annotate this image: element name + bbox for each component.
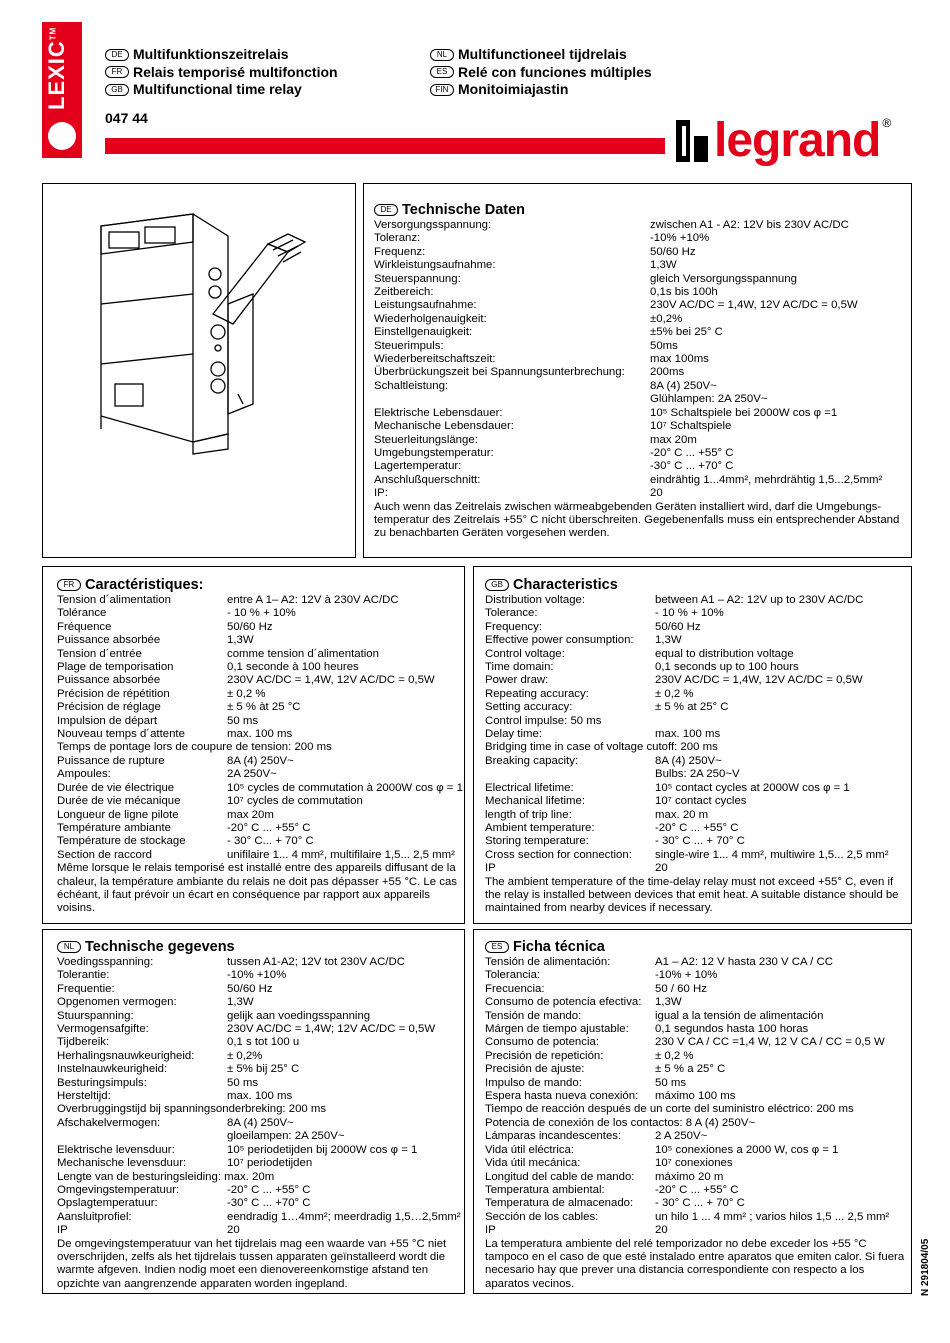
spec-label: Frequenz: (374, 245, 426, 258)
spec-label: Tolerance: (485, 607, 538, 620)
lexic-logo-dot (48, 122, 76, 150)
spec-label: Setting accuracy: (485, 701, 573, 714)
spec-label: Température ambiante (57, 821, 171, 834)
spec-label: Breaking capacity: (485, 754, 579, 767)
spec-label: Ampoules: (57, 768, 111, 781)
spec-label: Frequency: (485, 620, 542, 633)
spec-value: igual a la tensión de alimentación (655, 1009, 824, 1022)
spec-value: ± 0,2 % (655, 687, 694, 700)
spec-label: Impulsion de départ (57, 714, 158, 727)
spec-value: 20 (650, 487, 663, 500)
spec-label: Power draw: (485, 674, 549, 687)
spec-label: Potencia de conexión de los contactos: 8 A (4) 250V~ (485, 1116, 756, 1129)
spec-label: Voedingsspanning: (57, 956, 154, 968)
spec-label: Einstellgenauigkeit: (374, 326, 473, 339)
title-row (105, 64, 338, 82)
spec-label: Bridging time in case of voltage cutoff: 200 ms (485, 741, 718, 754)
spec-value: -20° C ... +55° C (227, 821, 311, 834)
spec-value: max 100ms (650, 353, 709, 366)
spec-label: Précision de réglage (57, 701, 161, 714)
spec-label: Temperatura ambiental: (485, 1183, 605, 1196)
lexic-logo (42, 22, 82, 158)
spec-value: 230V AC/DC = 1,4W, 12V AC/DC = 0,5W (655, 674, 863, 687)
spec-value: 8A (4) 250V~ (655, 754, 722, 767)
spec-label: Steuerleitungslänge: (374, 433, 478, 446)
lang-badge: GB (485, 579, 509, 591)
title-text: Multifunktionszeitrelais (133, 46, 289, 62)
spec-label: Temps de pontage lors de coupure de tension: 200 ms (57, 741, 332, 754)
spec-value: ± 0,2 % (655, 1049, 694, 1062)
lang-badge: DE (105, 49, 129, 61)
spec-label: Distribution voltage: (485, 594, 586, 606)
spec-value: - 30° C... + 70° C (227, 835, 314, 848)
spec-value: 0,1 seconde à 100 heures (227, 661, 359, 674)
spec-label: IP (57, 1224, 68, 1237)
spec-value: máximo 20 m (655, 1170, 724, 1183)
spec-label: Aansluitprofiel: (57, 1210, 132, 1223)
spec-value: 50/60 Hz (227, 982, 273, 995)
spec-value: gelijk aan voedingsspanning (227, 1009, 371, 1022)
section-note: De omgevingstemperatuur van het tijdrelais mag een waarde van +55 °C niet overschrijden, zelfs als het tijdrelais tussen apparaten geïnstalleerd wordt die warmte afgeven. Indien nodig moet een dienovereenkomstige afstand ten opzichte van aangrenzende apparaten worden ingepland. (57, 1237, 447, 1290)
spec-value: equal to distribution voltage (655, 647, 794, 660)
section-de (363, 183, 912, 558)
red-header-bar (105, 138, 665, 154)
spec-value: ±5% bei 25° C (650, 326, 723, 339)
spec-value: zwischen A1 - A2: 12V bis 230V AC/DC (650, 219, 849, 231)
spec-value: unifilaire 1... 4 mm², multifilaire 1,5... 2,5 mm² (227, 848, 455, 861)
lang-badge: NL (57, 941, 81, 953)
spec-value: 1,3W (655, 996, 682, 1009)
spec-value: max. 100 ms (227, 728, 293, 741)
section-title-text: Ficha técnica (513, 939, 605, 955)
spec-value: ± 0,2% (227, 1049, 263, 1062)
spec-value: tussen A1-A2; 12V tot 230V AC/DC (227, 956, 405, 968)
spec-value: 1,3W (227, 996, 254, 1009)
spec-value: 10⁵ contact cycles at 2000W cos φ = 1 (655, 781, 850, 794)
spec-label: Mechanische Lebensdauer: (374, 420, 514, 433)
spec-label (57, 1130, 227, 1143)
spec-value: 8A (4) 250V~ (227, 1116, 294, 1129)
spec-value: 10⁵ periodetijden bij 2000W cos φ = 1 (227, 1143, 418, 1156)
spec-value: 20 (227, 1224, 240, 1237)
title-row (430, 46, 652, 64)
spec-value: -10% + 10% (655, 969, 718, 982)
lexic-logo-text: LEXIC™ (44, 26, 69, 110)
title-text: Multifunctional time relay (133, 81, 302, 97)
spec-label: Elektrische levensduur: (57, 1143, 175, 1156)
spec-label: Toleranz: (374, 232, 421, 245)
spec-value: max. 100 ms (227, 1090, 293, 1103)
section-nl (42, 929, 465, 1294)
registered-mark: ® (882, 116, 892, 130)
spec-value: 1,3W (227, 634, 254, 647)
spec-label: Impulso de mando: (485, 1076, 582, 1089)
spec-label: Tension d´entrée (57, 647, 142, 660)
section-title (57, 938, 461, 956)
spec-value: 0,1 seconds up to 100 hours (655, 661, 799, 674)
spec-label: Précision de répétition (57, 687, 170, 700)
spec-value: - 10 % + 10% (227, 607, 296, 620)
lang-badge: FR (105, 66, 129, 78)
spec-label: Storing temperature: (485, 835, 589, 848)
spec-label: Márgen de tiempo ajustable: (485, 1023, 629, 1036)
spec-label: Mechanical lifetime: (485, 795, 586, 808)
spec-label: Steuerimpuls: (374, 339, 444, 352)
spec-label: Tijdbereik: (57, 1036, 110, 1049)
spec-label: Lengte van de besturingsleiding: max. 20m (57, 1170, 275, 1183)
section-title (485, 576, 908, 594)
spec-label: Hersteltijd: (57, 1090, 111, 1103)
title-text: Multifunctioneel tijdrelais (458, 46, 627, 62)
spec-table (374, 219, 905, 501)
spec-label: Überbrückungszeit bei Spannungsunterbrechung: (374, 366, 625, 379)
spec-label: Sección de los cables: (485, 1210, 599, 1223)
spec-label: Tensión de mando: (485, 1009, 582, 1022)
spec-value: A1 – A2: 12 V hasta 230 V CA / CC (655, 956, 833, 968)
lang-badge: FR (57, 579, 81, 591)
spec-value: comme tension d´alimentation (227, 647, 379, 660)
spec-label: Puissance de rupture (57, 754, 165, 767)
spec-label: Lagertemperatur: (374, 460, 462, 473)
spec-label: Versorgungsspannung: (374, 219, 492, 231)
spec-value: single-wire 1... 4 mm², multiwire 1,5... 2,5 mm² (655, 848, 889, 861)
section-title (485, 938, 908, 956)
spec-table (57, 956, 461, 1238)
spec-value: 230V AC/DC = 1,4W, 12V AC/DC = 0,5W (227, 674, 435, 687)
spec-label: Omgevingstemperatuur: (57, 1183, 180, 1196)
spec-value: eendradig 1…4mm²; meerdradig 1,5…2,5mm² (227, 1210, 461, 1223)
titles-right (430, 46, 652, 99)
spec-label: Repeating accuracy: (485, 687, 589, 700)
spec-label: Tolerantie: (57, 969, 110, 982)
spec-label: Lámparas incandescentes: (485, 1130, 622, 1143)
spec-value: -10% +10% (227, 969, 287, 982)
spec-value: 10⁷ conexiones (655, 1157, 733, 1170)
spec-label: Electrical lifetime: (485, 781, 574, 794)
lang-badge: NL (430, 49, 454, 61)
spec-label: Wiederholgenauigkeit: (374, 312, 487, 325)
spec-value: 10⁷ contact cycles (655, 795, 747, 808)
spec-label: Tiempo de reacción después de un corte del suministro eléctrico: 200 ms (485, 1103, 854, 1116)
section-title-text: Characteristics (513, 577, 618, 593)
spec-value: 2 A 250V~ (655, 1130, 708, 1143)
spec-value: gleich Versorgungsspannung (650, 272, 797, 285)
legrand-logo (676, 116, 891, 166)
spec-value: - 30° C ... + 70° C (655, 1197, 745, 1210)
spec-label: Longitud del cable de mando: (485, 1170, 635, 1183)
section-note: La temperatura ambiente del relé temporizador no debe exceder los +55 °C tampoco en el caso de que esté instalado entre aparatos que emiten calor. Si fuera necesario hay que prever una distancia correspondiente con respecto a los aparatos vecinos. (485, 1237, 905, 1290)
spec-value: 200ms (650, 366, 685, 379)
spec-value: - 10 % + 10% (655, 607, 724, 620)
spec-value: between A1 – A2: 12V up to 230V AC/DC (655, 594, 864, 606)
spec-table (485, 956, 908, 1238)
spec-label: Afschakelvermogen: (57, 1116, 161, 1129)
spec-table (57, 594, 461, 862)
spec-value: 0,1 segundos hasta 100 horas (655, 1023, 809, 1036)
spec-value: - 30° C ... + 70° C (655, 835, 745, 848)
title-text: Relé con funciones múltiples (458, 63, 652, 80)
spec-value: -20° C ... +55° C (227, 1183, 311, 1196)
spec-value: 50 ms (227, 1076, 259, 1089)
spec-value: 20 (655, 862, 668, 875)
spec-value: 0,1s bis 100h (650, 286, 718, 299)
spec-value: max 20m (650, 433, 697, 446)
relay-illustration (43, 184, 354, 556)
spec-value: 50/60 Hz (655, 620, 701, 633)
spec-label: Zeitbereich: (374, 286, 434, 299)
spec-label: Longueur de ligne pilote (57, 808, 179, 821)
spec-label: Anschlußquerschnitt: (374, 473, 481, 486)
spec-value: 50 ms (227, 714, 259, 727)
spec-label: Overbruggingstijd bij spanningsonderbreking: 200 ms (57, 1103, 327, 1116)
section-title (374, 201, 905, 219)
titles-left (105, 46, 338, 99)
lang-badge: ES (485, 941, 509, 953)
spec-label: Temperatura de almacenado: (485, 1197, 634, 1210)
spec-label: Herhalingsnauwkeurigheid: (57, 1049, 195, 1062)
lang-badge: DE (374, 204, 398, 216)
spec-value: -20° C ... +55° C (655, 1183, 739, 1196)
spec-label: Instelnauwkeurigheid: (57, 1063, 168, 1076)
document-number: N 291804/05 (920, 1238, 931, 1296)
spec-label: Elektrische Lebensdauer: (374, 406, 503, 419)
spec-value: ± 5% bij 25° C (227, 1063, 300, 1076)
spec-label: Cross section for connection: (485, 848, 632, 861)
spec-label: Wirkleistungsaufnahme: (374, 259, 496, 272)
spec-value: entre A 1– A2: 12V à 230V AC/DC (227, 594, 399, 606)
spec-value: -20° C ... +55° C (650, 446, 734, 459)
spec-value: 50 ms (655, 1076, 687, 1089)
spec-label: Frequentie: (57, 982, 115, 995)
spec-value: 0,1 s tot 100 u (227, 1036, 300, 1049)
spec-label: Precisión de repetición: (485, 1049, 604, 1062)
lang-badge: ES (430, 66, 454, 78)
spec-label: Nouveau temps d´attente (57, 728, 185, 741)
spec-value: 50ms (650, 339, 678, 352)
spec-label: Puissance absorbée (57, 634, 161, 647)
spec-label: Frecuencia: (485, 982, 545, 995)
spec-value: 1,3W (650, 259, 677, 272)
section-fr (42, 566, 465, 924)
spec-label (374, 393, 650, 406)
spec-label: Tolerancia: (485, 969, 541, 982)
spec-value: 230V AC/DC = 1,4W, 12V AC/DC = 0,5W (650, 299, 858, 312)
spec-value: ± 5 % a 25° C (655, 1063, 726, 1076)
spec-value: 1,3W (655, 634, 682, 647)
spec-value: máximo 100 ms (655, 1090, 736, 1103)
spec-label: Vida útil eléctrica: (485, 1143, 575, 1156)
spec-label: length of trip line: (485, 808, 572, 821)
spec-value: 50 / 60 Hz (655, 982, 707, 995)
spec-value: max. 100 ms (655, 728, 721, 741)
spec-label: Fréquence (57, 620, 112, 633)
spec-value: Bulbs: 2A 250~V (655, 768, 740, 781)
lang-badge: FIN (430, 84, 454, 96)
legrand-mark-icon (676, 120, 708, 162)
spec-label: IP (485, 862, 496, 875)
spec-label: Tensión de alimentación: (485, 956, 611, 968)
spec-value: 10⁵ conexiones a 2000 W, cos φ = 1 (655, 1143, 839, 1156)
spec-value: 8A (4) 250V~ (227, 754, 294, 767)
spec-label: Delay time: (485, 728, 542, 741)
spec-label: Steuerspannung: (374, 272, 461, 285)
spec-label: Ambient temperature: (485, 821, 595, 834)
spec-value: -30° C ... +70° C (227, 1197, 311, 1210)
spec-value: max. 20 m (655, 808, 709, 821)
title-text: Monitoimiajastin (458, 81, 569, 97)
spec-value: -10% +10% (650, 232, 710, 245)
spec-label: Control impulse: 50 ms (485, 714, 602, 727)
spec-value: 230V AC/DC = 1,4W; 12V AC/DC = 0,5W (227, 1023, 436, 1036)
spec-value: 50/60 Hz (650, 245, 696, 258)
spec-label: Consumo de potencia: (485, 1036, 599, 1049)
spec-table (485, 594, 908, 876)
title-row (105, 46, 338, 64)
spec-value: ± 0,2 % (227, 687, 266, 700)
section-note: Même lorsque le relais temporisé est installé entre des appareils diffusant de la chaleur, la température ambiante du relais ne doit pas dépasser +55 °C. Le cas échéant, il faut prévoir un écart en conséquence par rapport aux appareils voisins. (57, 862, 457, 915)
title-row (105, 81, 338, 99)
spec-value: -30° C ... +70° C (650, 460, 734, 473)
section-title-text: Caractéristiques: (85, 577, 204, 593)
section-gb (473, 566, 912, 924)
spec-label: IP (485, 1224, 496, 1237)
spec-value: 20 (655, 1224, 668, 1237)
spec-label: Opslagtemperatuur: (57, 1197, 158, 1210)
spec-label: Opgenomen vermogen: (57, 996, 177, 1009)
spec-label: Effective power consumption: (485, 634, 634, 647)
spec-label: Mechanische levensduur: (57, 1157, 187, 1170)
spec-label: Durée de vie électrique (57, 781, 175, 794)
spec-label: Vida útil mecánica: (485, 1157, 581, 1170)
section-note: Auch wenn das Zeitrelais zwischen wärmeabgebenden Geräten installiert wird, darf die Umgebungs-temperatur des Zeitrelais +55° C nicht überschreiten. Gegebenenfalls muss ein entsprechender Abstand zu benachbarten Geräten vorgesehen werden. (374, 500, 900, 540)
spec-value: 10⁵ Schaltspiele bei 2000W cos φ =1 (650, 406, 838, 419)
section-title-text: Technische gegevens (85, 939, 235, 955)
spec-label: Precisión de ajuste: (485, 1063, 585, 1076)
spec-label: Puissance absorbée (57, 674, 161, 687)
spec-value: max 20m (227, 808, 274, 821)
product-code: 047 44 (105, 110, 148, 126)
spec-label: Leistungsaufnahme: (374, 299, 477, 312)
section-note: The ambient temperature of the time-delay relay must not exceed +55° C, even if the relay is installed between devices that emit heat. A suitable distance should be maintained from nearby devices if necessary. (485, 875, 899, 915)
spec-label: Tension d´alimentation (57, 594, 171, 606)
spec-label: Schaltleistung: (374, 379, 449, 392)
title-text: Relais temporisé multifonction (133, 63, 338, 80)
spec-label: Control voltage: (485, 647, 565, 660)
spec-value: 230 V CA / CC =1,4 W, 12 V CA / CC = 0,5 W (655, 1036, 885, 1049)
spec-label: Umgebungstemperatur: (374, 446, 494, 459)
spec-value: ± 5 % at 25° C (655, 701, 729, 714)
spec-value: 50/60 Hz (227, 620, 273, 633)
spec-label: Time domain: (485, 661, 554, 674)
spec-label: Wiederbereitschaftszeit: (374, 353, 496, 366)
product-illustration-box (42, 183, 356, 558)
spec-value: -20° C ... +55° C (655, 821, 739, 834)
spec-label: Espera hasta nueva conexión: (485, 1090, 639, 1103)
spec-value: Glühlampen: 2A 250V~ (650, 393, 768, 406)
title-row (430, 81, 652, 99)
spec-value: 8A (4) 250V~ (650, 379, 717, 392)
spec-label: Section de raccord (57, 848, 152, 861)
spec-label: IP: (374, 487, 388, 500)
spec-label: Stuurspanning: (57, 1009, 134, 1022)
spec-value: 2A 250V~ (227, 768, 277, 781)
section-title (57, 576, 461, 594)
spec-value: 10⁷ cycles de commutation (227, 795, 363, 808)
title-row (430, 64, 652, 82)
spec-value: eindrähtig 1...4mm², mehrdrähtig 1,5...2,5mm² (650, 473, 883, 486)
spec-label: Vermogensafgifte: (57, 1023, 149, 1036)
spec-label: Consumo de potencia efectiva: (485, 996, 642, 1009)
spec-value: ±0,2% (650, 312, 683, 325)
spec-label (485, 768, 655, 781)
section-title-text: Technische Daten (402, 202, 526, 218)
section-es (473, 929, 912, 1294)
spec-label: Plage de temporisation (57, 661, 174, 674)
spec-value: un hilo 1 ... 4 mm² ; varios hilos 1,5 ... 2,5 mm² (655, 1210, 890, 1223)
spec-value: 10⁷ periodetijden (227, 1157, 313, 1170)
spec-label: Tolérance (57, 607, 107, 620)
spec-label: Température de stockage (57, 835, 186, 848)
lang-badge: GB (105, 84, 129, 96)
spec-label: Besturingsimpuls: (57, 1076, 147, 1089)
spec-value: 10⁵ cycles de commutation à 2000W cos φ = 1 (227, 781, 463, 794)
legrand-wordmark: legrand (714, 114, 881, 167)
spec-value: 10⁷ Schaltspiele (650, 420, 732, 433)
spec-value: gloeilampen: 2A 250V~ (227, 1130, 345, 1143)
spec-value: ± 5 % àt 25 °C (227, 701, 301, 714)
spec-label: Durée de vie mécanique (57, 795, 181, 808)
